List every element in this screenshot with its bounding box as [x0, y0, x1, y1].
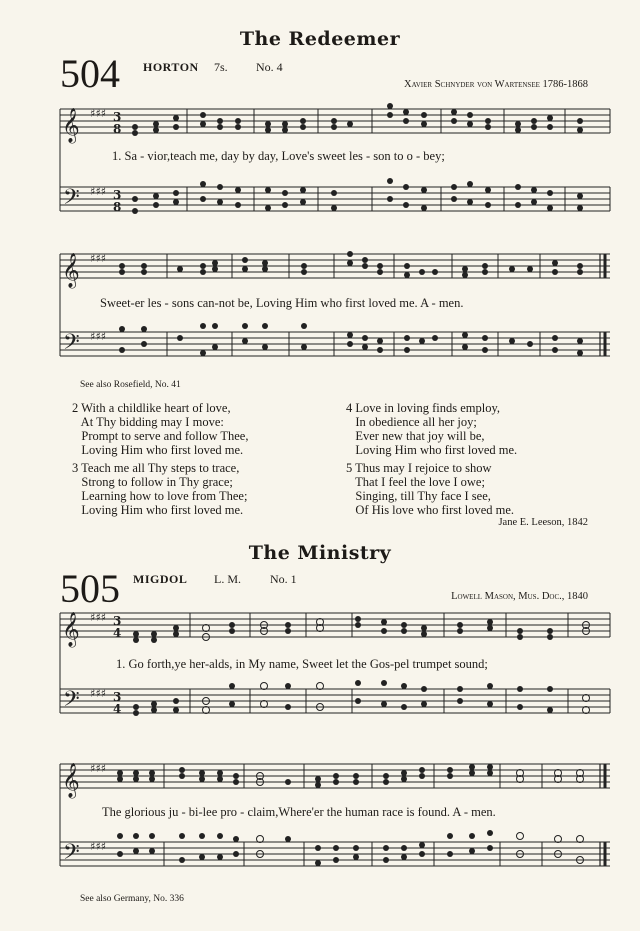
svg-text:♯♯♯: ♯♯♯ [90, 840, 106, 853]
hymn-number-505: 505 [60, 566, 120, 611]
section-title-redeemer: The Redeemer [239, 28, 401, 50]
svg-text:𝄞: 𝄞 [62, 763, 80, 798]
music-system-505-1 [60, 605, 615, 745]
lyric-505-line1: 1. Go forth,ye her-alds, in My name, Sweet let the Gos-pel trumpet sound; [116, 657, 488, 671]
composer-505: Lowell Mason, Mus. Doc., 1840 [451, 591, 588, 602]
svg-text:𝄞: 𝄞 [62, 253, 80, 288]
svg-text:𝄢: 𝄢 [63, 840, 80, 870]
hymn-number-504: 504 [60, 51, 120, 96]
svg-text:♯♯♯: ♯♯♯ [90, 185, 106, 198]
svg-text:𝄞: 𝄞 [62, 612, 80, 647]
tune-name-migdol: MIGDOL [133, 572, 188, 586]
lyric-504-line1: 1. Sa - vior,teach me, day by day, Love's sweet les - son to o - bey; [112, 149, 445, 163]
music-system-505-2 [60, 750, 615, 890]
svg-text:3: 3 [113, 110, 122, 124]
svg-text:♯♯♯: ♯♯♯ [90, 687, 106, 700]
lyric-505-line2: The glorious ju - bi-lee pro - claim,Where'er the human race is found. A - men. [102, 805, 496, 819]
stanza-504-2: 2 With a childlike heart of love, At Thy bidding may I move: Prompt to serve and follow Thee, Loving Him who first loved me. [72, 401, 249, 457]
stanza-504-5: 5 Thus may I rejoice to show That I feel the love I owe; Singing, till Thy face I see, Of His love who first loved me. [346, 461, 515, 517]
svg-text:3: 3 [113, 690, 122, 704]
composer-504: Xavier Schnyder von Wartensee 1786-1868 [404, 79, 588, 90]
lyric-504-line2: Sweet-er les - sons can-not be, Loving Him who first loved me. A - men. [100, 296, 464, 310]
section-title-ministry: The Ministry [248, 542, 392, 564]
tune-name-horton: HORTON [143, 60, 199, 74]
svg-text:𝄢: 𝄢 [63, 185, 80, 215]
svg-text:♯♯♯: ♯♯♯ [90, 330, 106, 343]
stanza-504-3: 3 Teach me all Thy steps to trace, Strong to follow in Thy grace; Learning how to love from Thee; Loving Him who first loved me. [72, 461, 248, 517]
svg-text:3: 3 [113, 188, 122, 202]
see-also-504: See also Rosefield, No. 41 [80, 380, 181, 390]
music-system-504-1 [60, 95, 615, 235]
svg-text:8: 8 [113, 122, 122, 136]
svg-text:𝄞: 𝄞 [62, 108, 80, 143]
see-also-505: See also Germany, No. 336 [80, 894, 184, 904]
svg-text:4: 4 [113, 702, 122, 716]
svg-text:♯♯♯: ♯♯♯ [90, 611, 106, 624]
svg-text:♯♯♯: ♯♯♯ [90, 107, 106, 120]
svg-text:4: 4 [113, 626, 122, 640]
meter-504: 7s. [214, 60, 228, 74]
author-504: Jane E. Leeson, 1842 [498, 517, 588, 528]
svg-text:3: 3 [113, 614, 122, 628]
svg-text:♯♯♯: ♯♯♯ [90, 762, 106, 775]
tune-number-505: No. 1 [270, 572, 297, 586]
meter-505: L. M. [214, 572, 241, 586]
svg-text:8: 8 [113, 200, 122, 214]
svg-text:♯♯♯: ♯♯♯ [90, 252, 106, 265]
svg-text:𝄢: 𝄢 [63, 330, 80, 360]
svg-text:𝄢: 𝄢 [63, 687, 80, 717]
stanza-504-4: 4 Love in loving finds employ, In obedience all her joy; Ever new that joy will be, Loving Him who first loved me. [346, 401, 518, 457]
tune-number-504: No. 4 [256, 60, 283, 74]
